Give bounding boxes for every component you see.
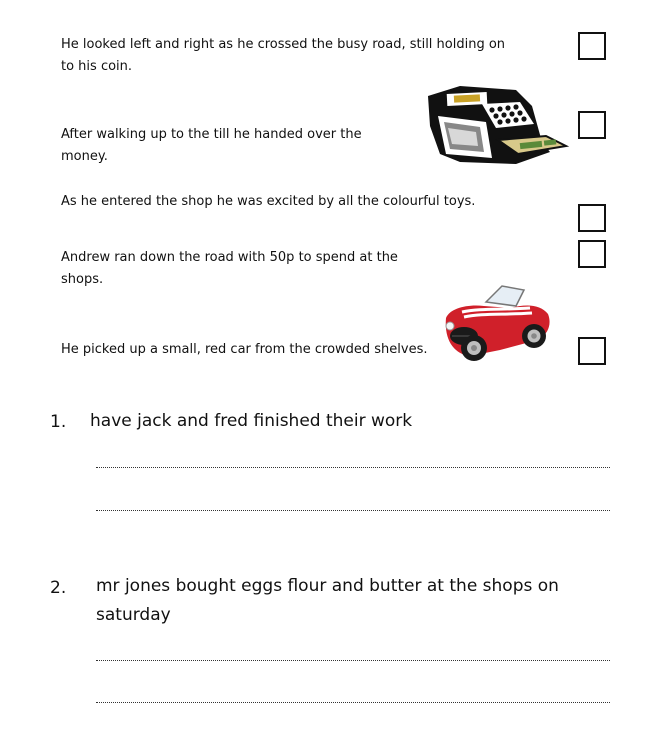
answer-line-1a[interactable]: [96, 467, 610, 468]
sentence-3: As he entered the shop he was excited by all the colourful toys.: [61, 194, 476, 209]
sentence-4: Andrew ran down the road with 50p to spend at the shops.: [61, 250, 398, 287]
question-1-text: have jack and fred finished their work: [90, 411, 413, 431]
checkbox-sentence-3[interactable]: [578, 204, 606, 232]
answer-line-2b[interactable]: [96, 702, 610, 703]
sentence-1: He looked left and right as he crossed the busy road, still holding on to his coin.: [61, 37, 506, 74]
question-1-number: 1.: [50, 412, 67, 432]
cash-register-icon: [420, 82, 570, 168]
checkbox-sentence-2[interactable]: [578, 111, 606, 139]
answer-line-1b[interactable]: [96, 510, 610, 511]
answer-line-2a[interactable]: [96, 660, 610, 661]
question-2-number: 2.: [50, 578, 67, 598]
checkbox-sentence-1[interactable]: [578, 32, 606, 60]
checkbox-sentence-4[interactable]: [578, 240, 606, 268]
checkbox-sentence-5[interactable]: [578, 337, 606, 365]
question-2-text: mr jones bought eggs flour and butter at the shops on saturday: [96, 576, 559, 625]
sentence-5: He picked up a small, red car from the crowded shelves.: [61, 342, 428, 357]
red-car-icon: [440, 284, 554, 366]
sentence-2: After walking up to the till he handed over the money.: [61, 127, 362, 164]
